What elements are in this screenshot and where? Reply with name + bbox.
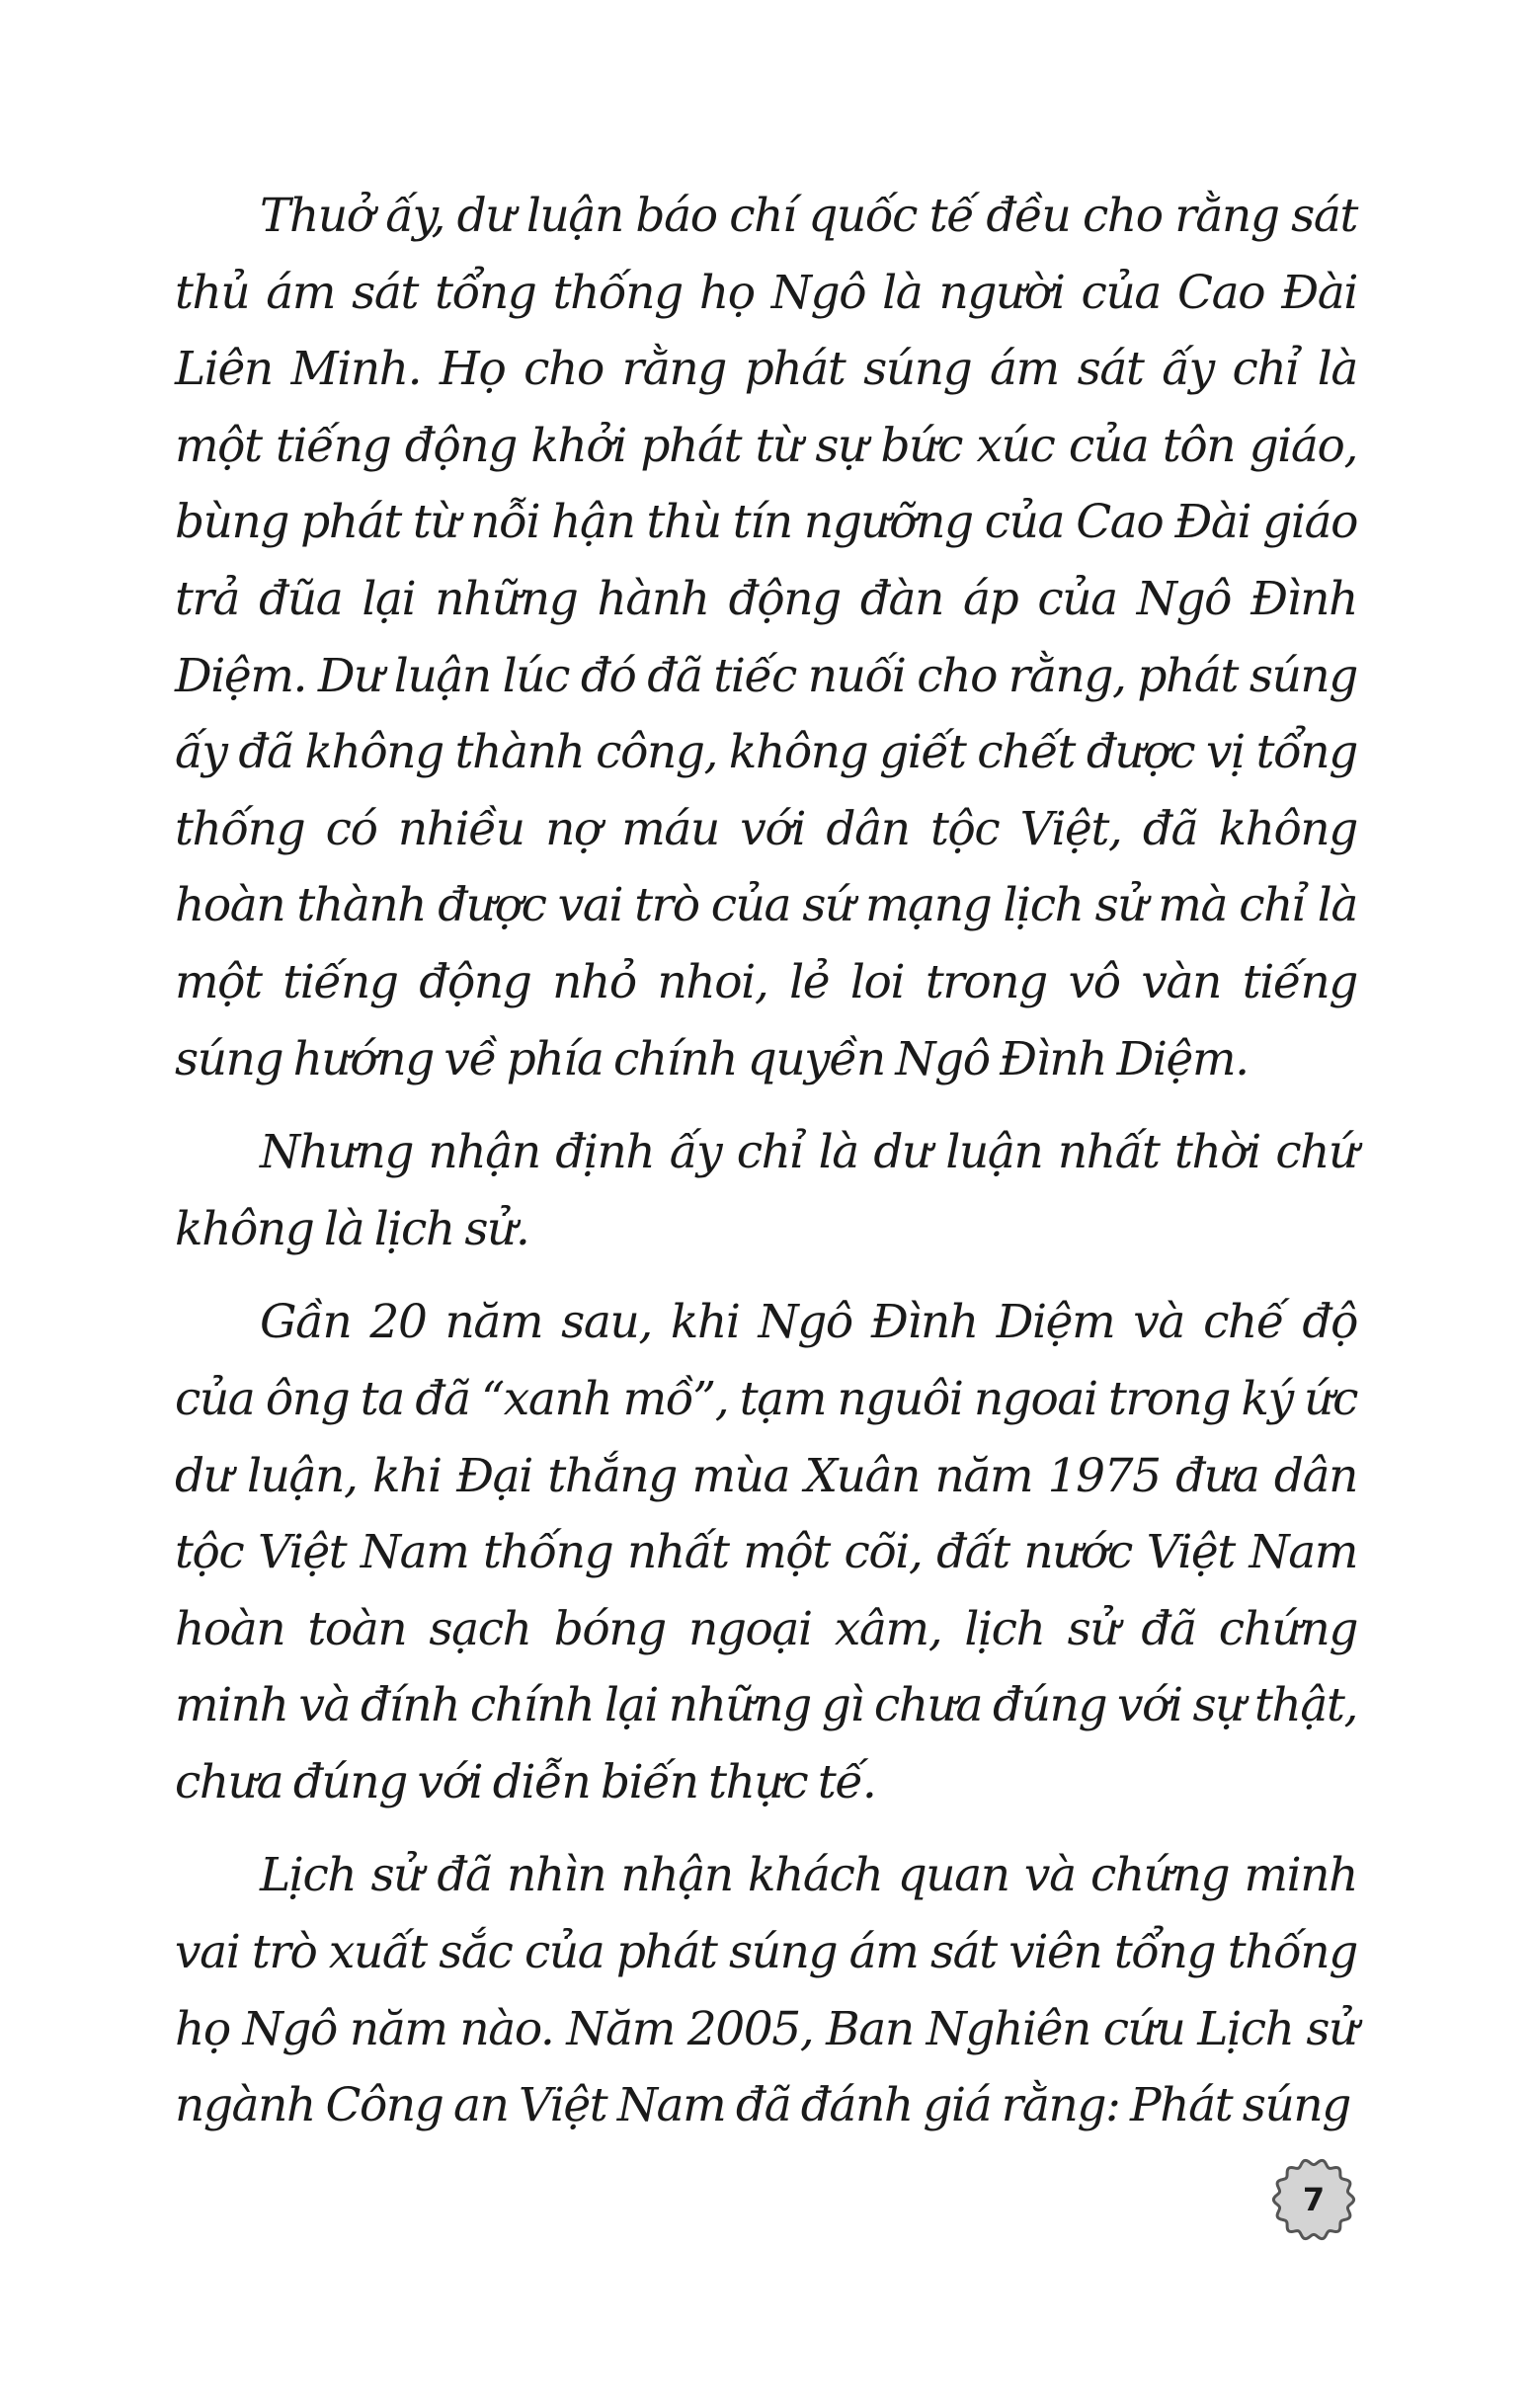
paragraph-4: Lịch sử đã nhìn nhận khách quan và chứng minh vai trò xuất sắc của phát súng ám sát viên tổng thống họ Ngô năm nào. Năm 2005, Ban Nghiên cứu Lịch sử ngành Công an Việt Nam đã đánh giá rằng: Phát súng	[175, 1848, 1357, 2133]
paragraph-1: Thuở ấy, dư luận báo chí quốc tế đều cho rằng sát thủ ám sát tổng thống họ Ngô là người của Cao Đài Liên Minh. Họ cho rằng phát súng ám sát ấy chỉ là một tiếng động khởi phát từ sự bức xúc của tôn giáo, bùng phát từ nỗi hận thù tín ngưỡng của Cao Đài giáo trả đũa lại những hành động đàn áp của Ngô Đình Diệm. Dư luận lúc đó đã tiếc nuối cho rằng, phát súng ấy đã không thành công, không giết chết được vị tổng thống có nhiều nợ máu với dân tộc Việt, đã không hoàn thành được vai trò của sứ mạng lịch sử mà chỉ là một tiếng động nhỏ nhoi, lẻ loi trong vô vàn tiếng súng hướng về phía chính quyền Ngô Đình Diệm.	[175, 189, 1357, 1086]
page-body	[175, 178, 1357, 2161]
page-number: 7	[1302, 2181, 1326, 2218]
paragraph-2: Nhưng nhận định ấy chỉ là dư luận nhất thời chứ không là lịch sử.	[175, 1125, 1357, 1256]
page-number-badge	[1271, 2157, 1356, 2242]
paragraph-3: Gần 20 năm sau, khi Ngô Đình Diệm và chế độ của ông ta đã “xanh mồ”, tạm nguôi ngoai trong ký ức dư luận, khi Đại thắng mùa Xuân năm 1975 đưa dân tộc Việt Nam thống nhất một cõi, đất nước Việt Nam hoàn toàn sạch bóng ngoại xâm, lịch sử đã chứng minh và đính chính lại những gì chưa đúng với sự thật, chưa đúng với diễn biến thực tế.	[175, 1295, 1357, 1809]
